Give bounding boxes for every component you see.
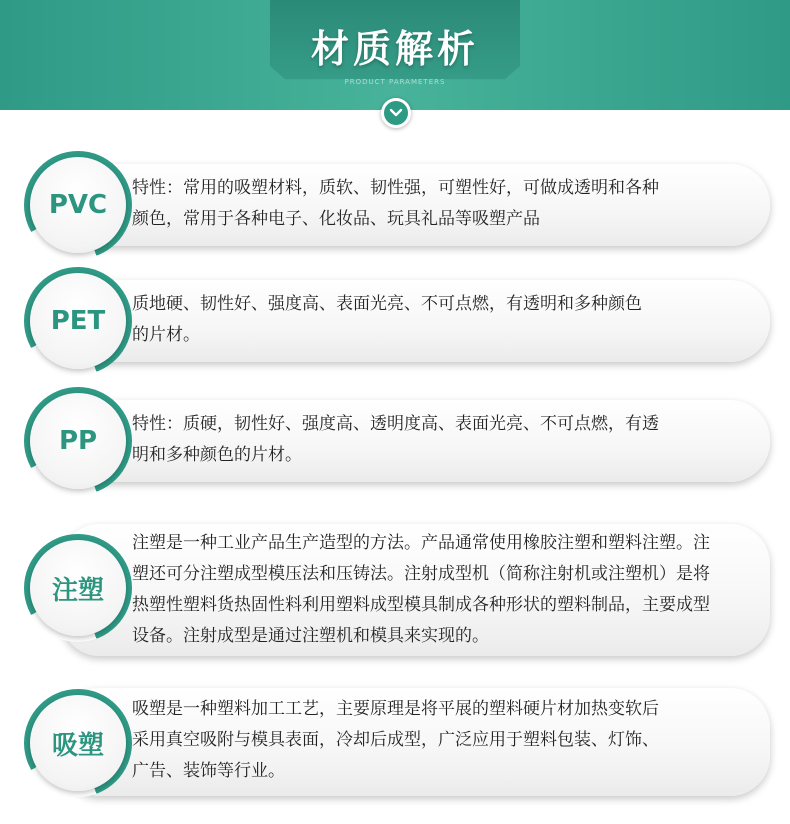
page-subtitle: PRODUCT PARAMETERS [344, 78, 446, 86]
material-description-line: 质地硬、韧性好、强度高、表面光亮、不可点燃，有透明和多种颜色 [132, 294, 642, 314]
material-description-line: 吸塑是一种塑料加工工艺，主要原理是将平展的塑料硬片材加热变软后 [132, 699, 659, 719]
material-card [60, 688, 770, 796]
material-card [60, 280, 770, 362]
material-description-line: 采用真空吸附与模具表面，冷却后成型，广泛应用于塑料包装、灯饰、 [132, 730, 659, 750]
material-description-line: 广告、装饰等行业。 [132, 761, 285, 781]
material-label-badge [30, 393, 126, 489]
material-card [60, 400, 770, 482]
material-label: PP [58, 426, 98, 456]
material-description-line: 特性：常用的吸塑材料，质软、韧性强，可塑性好，可做成透明和各种 [132, 178, 659, 198]
material-label: PET [50, 306, 106, 336]
material-label-badge [30, 540, 126, 636]
material-description-line: 设备。注射成型是通过注塑机和模具来实现的。 [132, 626, 489, 646]
material-card [60, 524, 770, 656]
material-row-pvc [0, 150, 790, 260]
material-description-line: 颜色，常用于各种电子、化妆品、玩具礼品等吸塑产品 [132, 209, 540, 229]
material-label: 吸塑 [51, 730, 104, 761]
material-card [60, 164, 770, 246]
material-description-line: 热塑性塑料货热固性料利用塑料成型模具制成各种形状的塑料制品，主要成型 [132, 595, 710, 615]
material-label-badge [30, 695, 126, 791]
material-description-line: 的片材。 [132, 325, 200, 345]
material-label-badge [30, 273, 126, 369]
material-label: 注塑 [51, 575, 104, 606]
material-description-line: 特性：质硬，韧性好、强度高、透明度高、表面光亮、不可点燃，有透 [132, 414, 659, 434]
material-row-pet [0, 266, 790, 376]
header-banner [0, 0, 790, 110]
material-row-injection-molding [0, 520, 790, 660]
page-title: 材质解析 [310, 27, 479, 71]
material-row-pp [0, 386, 790, 496]
material-description-line: 注塑是一种工业产品生产造型的方法。产品通常使用橡胶注塑和塑料注塑。注 [132, 533, 710, 553]
material-description-line: 塑还可分注塑成型模压法和压铸法。注射成型机（简称注射机或注塑机）是将 [132, 564, 710, 584]
material-row-vacuum-forming [0, 684, 790, 804]
material-label-badge [30, 157, 126, 253]
chevron-down-icon[interactable] [381, 98, 411, 128]
material-description-line: 明和多种颜色的片材。 [132, 445, 302, 465]
material-label: PVC [48, 190, 108, 220]
